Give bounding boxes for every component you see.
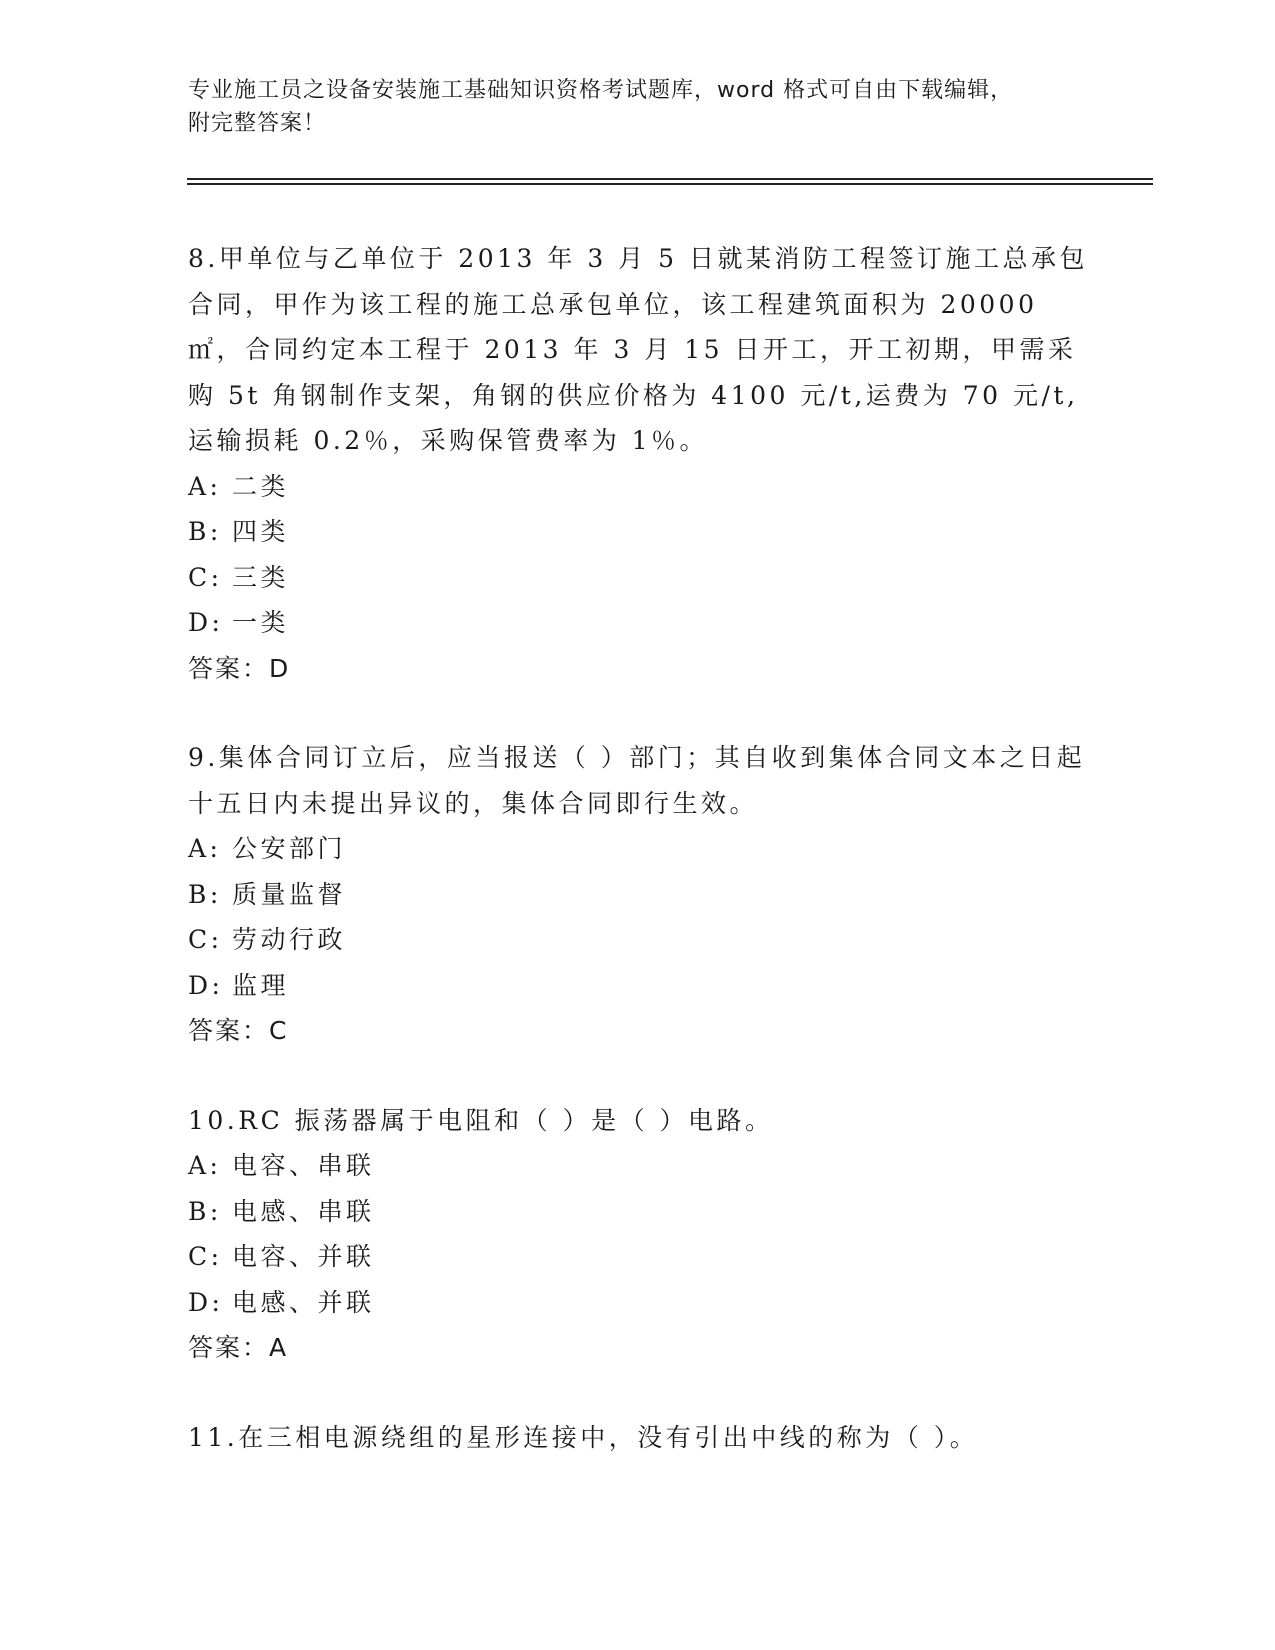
option-letter: B: (188, 1196, 222, 1226)
option-text: 质量监督 (232, 879, 347, 909)
header-divider-bottom (187, 183, 1153, 185)
option-text: 电容、并联 (232, 1242, 375, 1271)
question-text: 11.在三相电源绕组的星形连接中，没有引出中线的称为（ ）。 (188, 1422, 979, 1452)
option-a (188, 1143, 1088, 1189)
option-d (188, 1280, 1088, 1326)
option-c (188, 917, 1088, 963)
header-line-2: 附完整答案！ (188, 111, 327, 136)
option-letter: A: (188, 1151, 222, 1180)
answer-line: 答案：C (188, 1016, 289, 1045)
option-c (188, 555, 1088, 601)
question-11 (188, 1415, 1088, 1461)
question-text: 9.集体合同订立后，应当报送（ ）部门；其自收到集体合同文本之日起十五日内未提出异议的，集体合同即行生效。 (188, 743, 1086, 818)
option-text: 四类 (232, 517, 290, 546)
option-text: 电容、串联 (232, 1151, 375, 1180)
option-text: 二类 (232, 471, 290, 501)
option-text: 公安部门 (232, 834, 347, 863)
question-list (188, 236, 1088, 1504)
answer-line: 答案：A (188, 1333, 289, 1362)
option-letter: D: (188, 970, 224, 1000)
option-b (188, 872, 1088, 918)
question-10 (188, 1098, 1088, 1371)
option-c (188, 1234, 1088, 1280)
option-letter: D: (188, 1287, 224, 1317)
option-b (188, 1189, 1088, 1235)
option-d (188, 963, 1088, 1009)
option-text: 电感、并联 (232, 1287, 375, 1317)
question-9 (188, 735, 1088, 1054)
option-letter: A: (188, 834, 222, 863)
document-header (188, 74, 1088, 140)
option-letter: C: (188, 925, 223, 954)
option-text: 劳动行政 (232, 925, 347, 954)
question-text: 8.甲单位与乙单位于 2013 年 3 月 5 日就某消防工程签订施工总承包合同，甲作为该工程的施工总承包单位，该工程建筑面积为 20000㎡，合同约定本工程于 2013 年 3 月 15 日开工，开工初期，甲需采购 5t 角钢制作支架，角钢的供应价格为 4100 元/t,运费为 70 元/t,运输损耗 0.2％，采购保管费率为 1％。 (188, 244, 1088, 455)
option-text: 电感、串联 (232, 1196, 375, 1226)
header-divider-top (187, 178, 1153, 180)
option-letter: A: (188, 471, 222, 501)
answer-line: 答案：D (188, 653, 291, 683)
option-text: 监理 (232, 970, 290, 1000)
option-text: 三类 (232, 562, 290, 592)
option-letter: C: (188, 562, 223, 592)
question-text: 10.RC 振荡器属于电阻和（ ）是（ ）电路。 (188, 1105, 774, 1135)
option-d (188, 600, 1088, 646)
option-letter: D: (188, 608, 224, 637)
option-text: 一类 (232, 608, 290, 637)
option-b (188, 509, 1088, 555)
option-letter: B: (188, 879, 222, 909)
header-line-1: 专业施工员之设备安装施工基础知识资格考试题库，word 格式可自由下载编辑， (188, 78, 1014, 103)
option-a (188, 826, 1088, 872)
question-8 (188, 236, 1088, 691)
option-letter: C: (188, 1242, 223, 1271)
option-a (188, 464, 1088, 510)
option-letter: B: (188, 517, 222, 546)
